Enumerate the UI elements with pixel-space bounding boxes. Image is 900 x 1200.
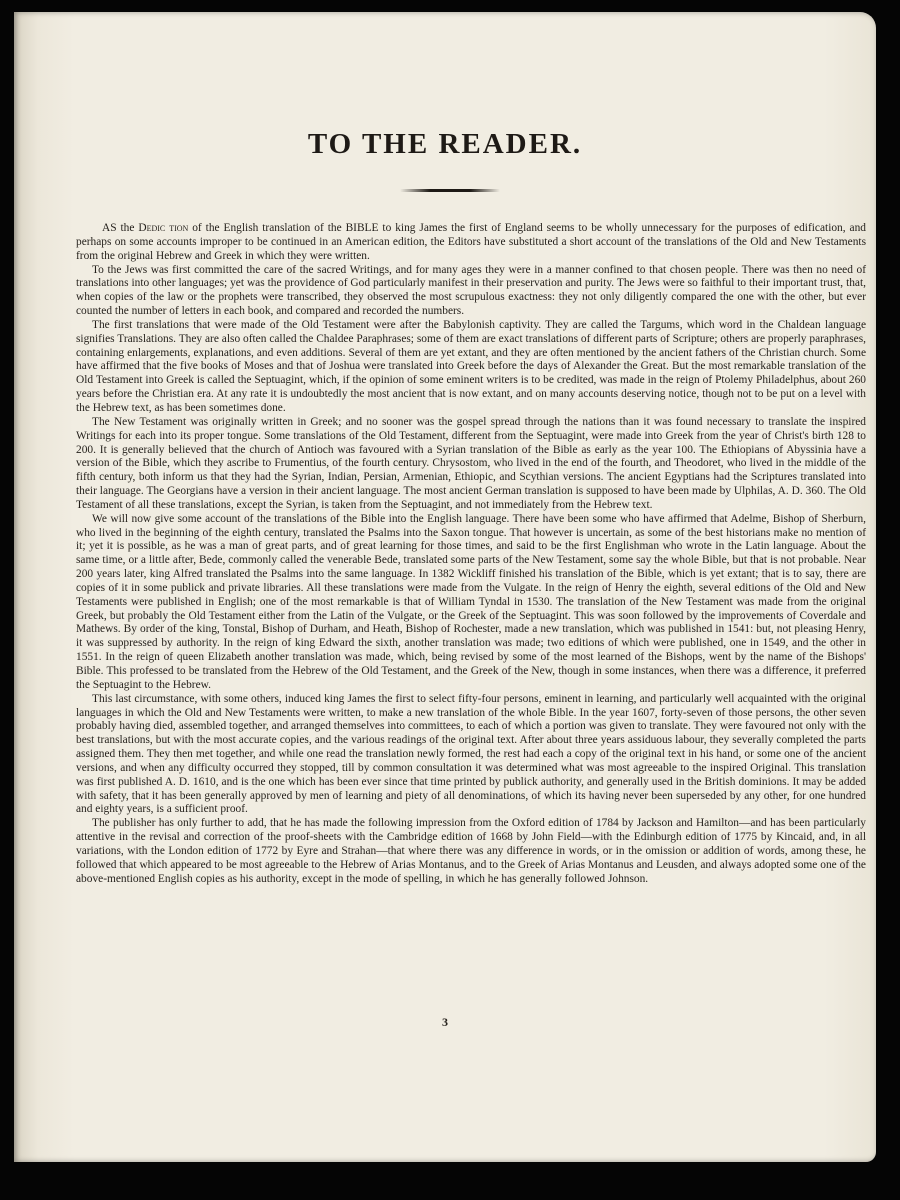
page-title: TO THE READER.: [307, 128, 583, 160]
paragraph-first-translations: The first translations that were made of the Old Testament were after the Babylonish captivity. They are called the Targums, which word in the Chaldean language signifies Translations. They are also often called the Chaldee Paraphrases; some of them are exact translations of different parts of Scripture; others are properly paraphrases, containing enlargements, explanations, and even additions. Several of them are yet extant, and they are often mentioned by the ancient fathers of the Christian church. Some have affirmed that the five books of Moses and that of Joshua were translated into Greek before the days of Alexander the Great. But the most remarkable translation of the Old Testament into Greek is called the Septuagint, which, if the opinion of some eminent writers is to be credited, was made in the reign of Ptolemy Philadelphus, about 260 years before the Christian era. At any rate it is undoubtedly the most ancient that is now extant, and on many accounts deserving notice, though not to be put on a level with the Hebrew text, as has been sometimes done.: [76, 318, 866, 414]
page-number: 3: [442, 1015, 448, 1029]
paragraph-publisher: The publisher has only further to add, that he has made the following impression from the Oxford edition of 1784 by Jackson and Hamilton—and has been particularly attentive in the revisal and correction of the proof-sheets with the Cambridge edition of 1668 by John Field—with the Edinburgh edition of 1775 by Kincaid, and, in all variations, with the London edition of 1772 by Eyre and Strahan—that where there was any difference in words, or in the omission or addition of words, among these, he followed that which appeared to be most agreeable to the Hebrew of Arias Montanus, and to the Greek of Arias Montanus and Leusden, and always adopted some one of the above-mentioned English copies as his authority, except in the mode of spelling, in which he has generally followed Johnson.: [76, 817, 866, 885]
paragraph-english-translations: We will now give some account of the translations of the Bible into the English language. There have been some who have affirmed that Adelme, Bishop of Sherburn, who lived in the beginning of the eighth century, translated the Psalms into the Saxon tongue. That however is uncertain, as some of the best historians make no mention of it; yet it is possible, as he was a man of great parts, and of great learning for those times, and said to be the first Englishman who wrote in the Latin language. About the same time, or a little after, Bede, commonly called the venerable Bede, translated some parts of the New Testament, some say the whole Bible, but that is not probable. Near 200 years later, king Alfred translated the Psalms into the same language. In 1382 Wickliff finished his translation of the Bible, which is yet extant; that is to say, there are copies of it in some publick and private libraries. All these translations were made from the Vulgate. In the reign of Henry the eighth, several editions of the Old and New Testaments were published in English; one of the most remarkable is that of William Tyndal in 1530. The translation of the New Testament was made from the original Greek, but probably the Old Testament either from the Latin of the Vulgate, or the Greek of the Septuagint. This was soon followed by the improvements of Coverdale and Mathews. By order of the king, Tonstal, Bishop of Durham, and Heath, Bishop of Rochester, made a new translation, which was published in 1541: but, not pleasing Henry, it was suppressed by authority. In the reign of king Edward the sixth, another translation was made; two editions of which were published, one in 1549, and the other in 1551. In the reign of queen Elizabeth another translation was made, which, being revised by some of the most learned of the Bishops, went by the name of the Bishops' Bible. This professed to be translated from the Hebrew of the Old Testament, and the Greek of the New, though in some instances, when there was a difference, it preferred the Septuagint to the Hebrew.: [76, 512, 866, 691]
intro-lead: AS the: [102, 222, 139, 234]
intro-smallcaps: Dedic tion: [138, 222, 189, 234]
intro-paragraph: [76, 222, 866, 264]
body-text: [76, 222, 866, 887]
intro-rest: of the English translation of the BIBLE to king James the first of England seems to be wholly unnecessary for the purposes of edification, and perhaps on some accounts improper to be continued in an American edition, the Editors have substituted a short account of the translations of the Old and New Testaments from the original Hebrew and Greek in which they were written.: [76, 222, 866, 262]
book-page: [14, 12, 876, 1162]
paragraph-jews: To the Jews was first committed the care of the sacred Writings, and for many ages they were in a manner confined to that chosen people. There was then no need of translations into other languages; yet was the providence of God particularly manifest in their preservation and purity. The Jews were so faithful to their important trust, that, when copies of the law or the prophets were transcribed, they observed the most scrupulous exactness: they not only diligently compared the one with the other, but ever counted the number of letters in each book, and compared and recorded the numbers.: [76, 263, 866, 318]
title-ornament-rule: [400, 189, 500, 192]
paragraph-king-james: This last circumstance, with some others, induced king James the first to select fifty-four persons, eminent in learning, and particularly well acquainted with the original languages in which the Old and New Testaments were written, to make a new translation of the whole Bible. In the year 1607, forty-seven of those persons, the other seven probably having died, assembled together, and arranged themselves into committees, to each of which a portion was given to translate. They were favoured not only with the best translations, but with the most accurate copies, and the various readings of the original text. After about three years assiduous labour, they severally completed the parts assigned them. They then met together, and while one read the translation newly formed, the rest had each a copy of the original text in his hand, or some one of the ancient versions, and when any difficulty occurred they stopped, till by common consultation it was determined what was most agreeable to the inspired Original. This translation was first published A. D. 1610, and is the one which has been ever since that time printed by publick authority, and generally used in the British dominions. It may be added with safety, that it has been generally approved by men of learning and piety of all denominations, of which its having never been superseded by any other, for one hundred and eighty years, is a sufficient proof.: [76, 692, 866, 816]
paragraph-new-testament: The New Testament was originally written in Greek; and no sooner was the gospel spread through the nations than it was found necessary to translate the inspired Writings for each into its proper tongue. Some translations of the Old Testament, different from the Septuagint, were made into Greek from the year of Christ's birth 128 to 200. It is generally believed that the church of Antioch was favoured with a Syrian translation of the Bible as early as the year 100. The Ethiopians of Abyssinia have a version of the Bible, which they ascribe to Frumentius, of the fourth century. Chrysostom, who lived in the end of the fourth, and Theodoret, who lived in the middle of the fifth century, both inform us that they had the Syrian, Indian, Persian, Armenian, Ethiopic, and Scythian versions. The ancient Egyptians had the Scriptures translated into their language. The Georgians have a version in their ancient language. The most ancient German translation is supposed to have been made by Ulphilas, A. D. 360. The Old Testament of all these translations, except the Syrian, is taken from the Septuagint, and not immediately from the Hebrew text.: [76, 415, 866, 511]
